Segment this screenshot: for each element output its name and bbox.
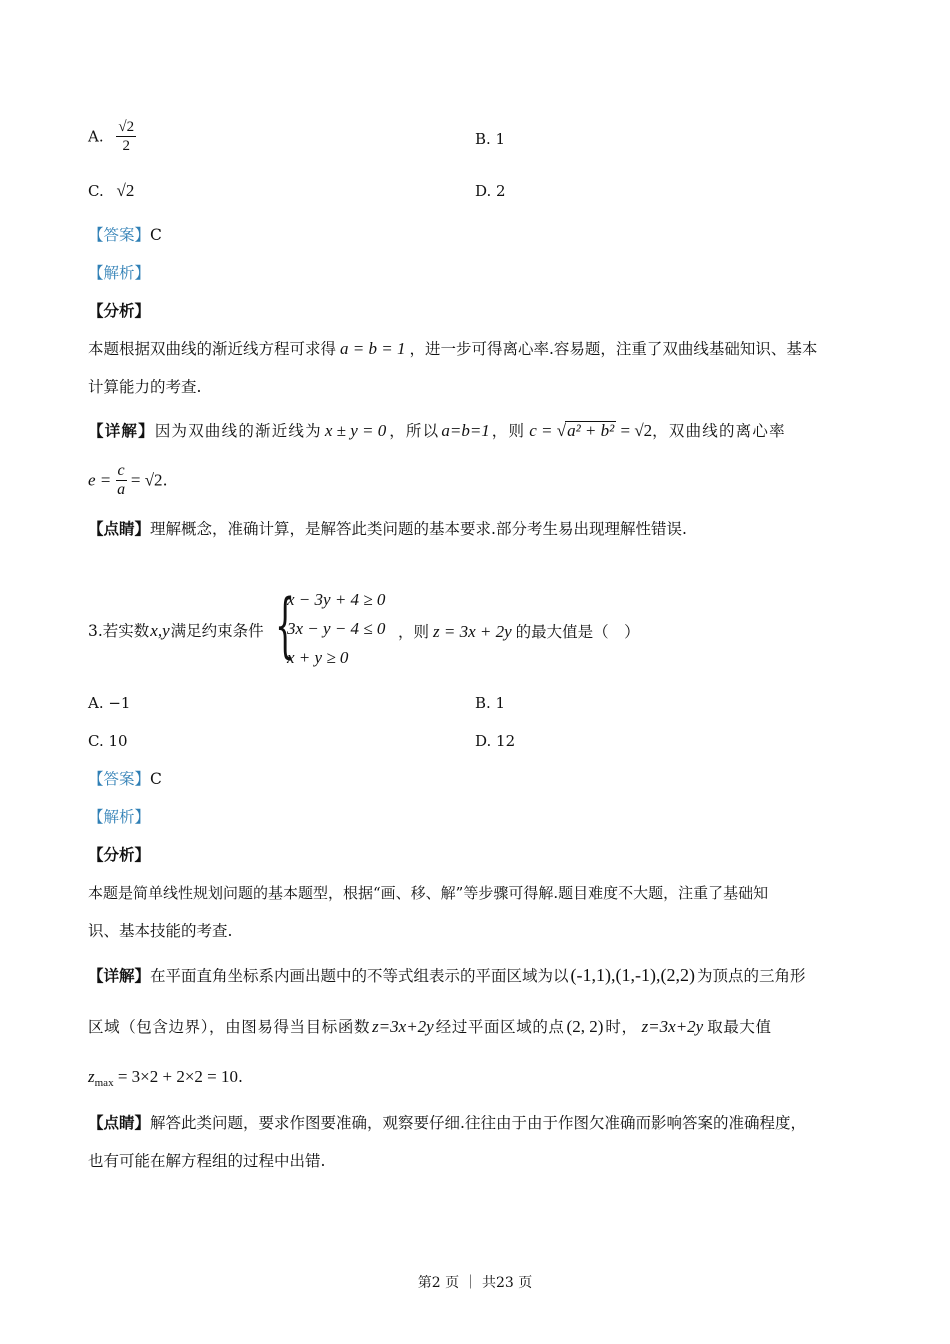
q3-constraint-2: 3x − y − 4 ≤ 0 xyxy=(287,619,386,638)
q2-jiexi-heading: 【解析】 xyxy=(88,264,151,282)
q3-fenxi-heading: 【分析】 xyxy=(88,845,151,864)
q3-analysis-line-1: 本题是简单线性规划问题的基本题型，根据“画、移、解”等步骤可得解.题目难度不大题，注重了基础知 xyxy=(88,884,769,902)
q3-option-a: A. −1 xyxy=(88,694,131,712)
q2-option-a-fraction: $\frac{√2}{2}$ xyxy=(118,119,135,154)
q2-option-d: D. 2 xyxy=(475,182,506,200)
q2-dianjing-label: 【点睛】 xyxy=(88,519,151,538)
q2-analysis-line-2: 计算能力的考查. xyxy=(88,378,202,396)
q3-optimal-point: (2, 2) xyxy=(566,1017,604,1036)
q2-answer-value: C xyxy=(150,226,162,244)
q3-stem-tail: ，则 z = 3x + 2y 的最大值是（ ） xyxy=(398,622,640,641)
q2-option-c xyxy=(88,180,134,202)
q3-answer-label: 【答案】 xyxy=(88,770,151,788)
q2-option-a xyxy=(88,118,136,155)
q3-objective-fn-2: z=3x+2y xyxy=(641,1017,704,1036)
q2-option-b: B. 1 xyxy=(475,130,506,148)
q2-fenxi-heading: 【分析】 xyxy=(88,301,151,320)
q2-option-c-label: C. xyxy=(88,182,104,200)
q3-detail-label: 【详解】 xyxy=(88,966,151,985)
q3-constraint-3: x + y ≥ 0 xyxy=(287,648,349,667)
q2-option-a-label: A. xyxy=(88,127,104,146)
q2-detail-line-1: 【详解】因为双曲线的渐近线为 x ± y = 0 ，所以 a=b=1 ，则 c = √a² + b² = √2，双曲线的离心率 xyxy=(88,421,786,440)
q3-option-d: D. 12 xyxy=(475,732,516,750)
q2-detail-label: 【详解】 xyxy=(88,421,155,440)
q3-zmax-sub: max xyxy=(94,1077,114,1090)
q3-option-c: C. 10 xyxy=(88,732,128,750)
q3-jiexi-heading: 【解析】 xyxy=(88,808,151,826)
q3-objective-fn: z=3x+2y xyxy=(372,1017,434,1036)
q3-dianjing-line-2: 也有可能在解方程组的过程中出错. xyxy=(88,1152,326,1170)
q2-answer-label: 【答案】 xyxy=(88,226,151,244)
q2-detail-line-2: e = $\frac{c}{a}$ = √2. xyxy=(88,462,168,498)
q3-constraint-1: x − 3y + 4 ≥ 0 xyxy=(287,590,386,609)
q3-brace: { xyxy=(275,584,296,666)
q2-option-c-value: √2 xyxy=(116,181,135,200)
q2-ab-formula: a=b=1 xyxy=(441,421,490,440)
q2-asymptote-formula: x ± y = 0 xyxy=(324,421,387,440)
q3-dianjing-line-1: 【点睛】解答此类问题，要求作图要准确，观察要仔细.往往由于由于作图欠准确而影响答案的准确程度， xyxy=(88,1113,806,1132)
q2-dianjing: 【点睛】理解概念，准确计算，是解答此类问题的基本要求.部分考生易出现理解性错误. xyxy=(88,519,687,538)
q2-e-fraction: $\frac{c}{a}$ xyxy=(117,462,126,498)
q3-stem-vars: x,y xyxy=(150,621,170,640)
q3-objective: z = 3x + 2y xyxy=(433,622,512,641)
q3-stem: 3.若实数x,y满足约束条件 xyxy=(88,621,264,640)
q3-detail-line-3: $z_{max} = 3\times 2 + 2\times 2 = 10$. xyxy=(88,1067,243,1090)
q3-answer-value: C xyxy=(150,770,162,788)
q3-vertices: (-1,1),(1,-1),(2,2) xyxy=(570,965,695,985)
q2-e-formula-lhs: e = xyxy=(88,470,116,490)
q3-constraint-system xyxy=(275,584,405,672)
q2-c-formula: c = √a² + b² = √2 xyxy=(529,421,653,440)
q3-dianjing-label: 【点睛】 xyxy=(88,1113,151,1132)
q3-zmax-value: = 3×2 + 2×2 = 10 xyxy=(113,1067,239,1086)
q2-analysis-formula: a = b = 1 xyxy=(340,339,406,358)
q3-detail-line-2: 区域（包含边界），由图易得当目标函数 z=3x+2y 经过平面区域的点 (2, 2) 时， z=3x+2y 取最大值 xyxy=(88,1017,772,1036)
q3-analysis-line-2: 识、基本技能的考查. xyxy=(88,922,233,940)
q3-option-b: B. 1 xyxy=(475,694,506,712)
q3-zmax: z xyxy=(88,1067,95,1086)
page-footer: 第2 页 ｜ 共23 页 xyxy=(417,1275,533,1291)
q2-analysis-line-1: 本题根据双曲线的渐近线方程可求得 a = b = 1 ，进一步可得离心率.容易题，注重了双曲线基础知识、基本 xyxy=(88,339,818,358)
q3-detail-line-1: 【详解】在平面直角坐标系内画出题中的不等式组表示的平面区域为以 (-1,1),(1,-1),(2,2) 为顶点的三角形 xyxy=(88,965,806,985)
q2-answer xyxy=(88,224,862,246)
q3-answer xyxy=(88,768,862,790)
